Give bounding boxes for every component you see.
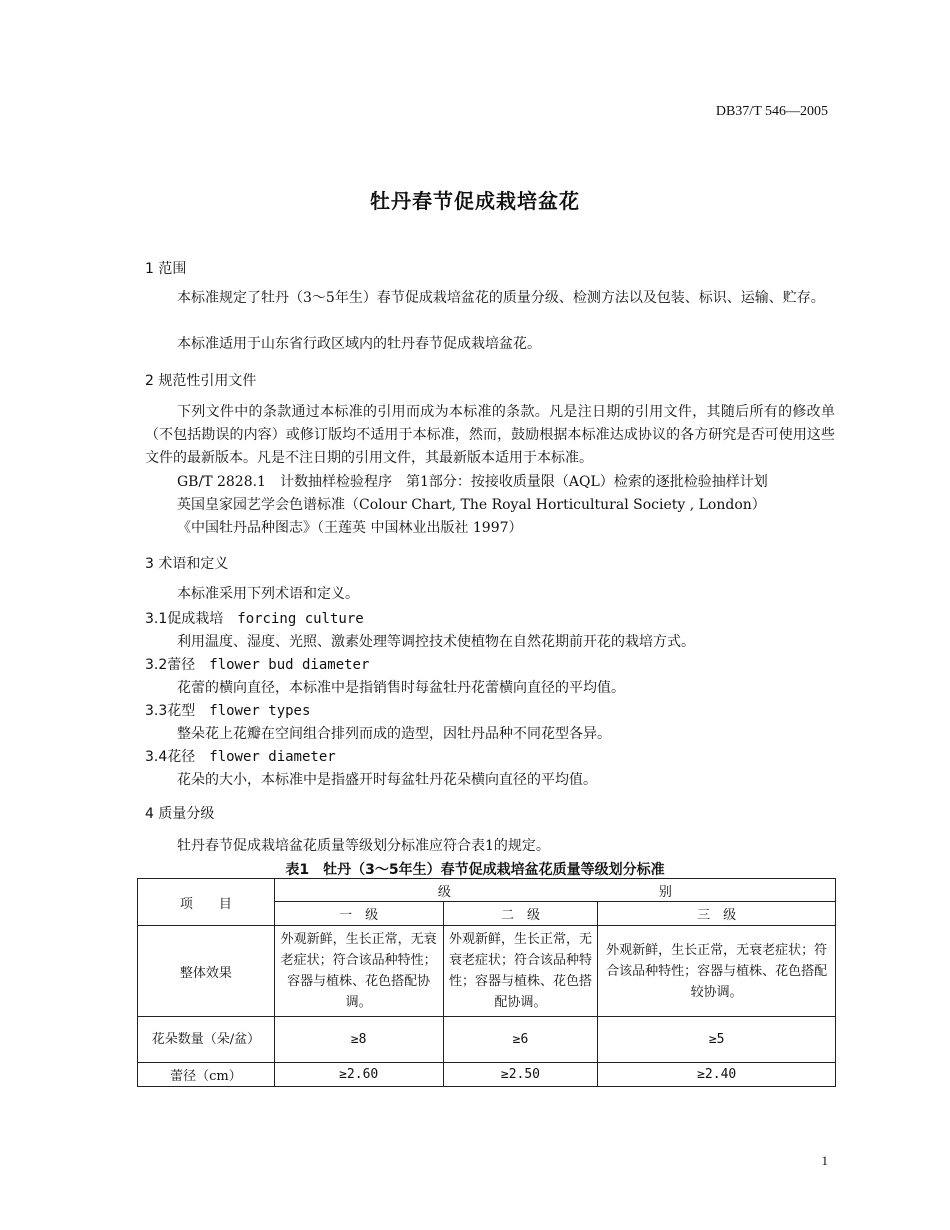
document-title: 牡丹春节促成栽培盆花 xyxy=(370,189,580,213)
term-english: forcing culture xyxy=(237,611,364,627)
term-chinese: 花径 xyxy=(167,749,196,765)
term-3-2-definition: 花蕾的横向直径，本标准中是指销售时每盆牡丹花蕾横向直径的平均值。 xyxy=(177,680,625,696)
table-row xyxy=(138,1063,836,1087)
overall-effect-grade-3: 外观新鲜，生长正常，无衰老症状；符合该品种特性；容器与植株、花色搭配较协调。 xyxy=(598,926,836,1017)
section-4-heading: 4 质量分级 xyxy=(145,806,215,822)
term-number: 3.3 xyxy=(145,703,168,719)
flower-count-grade-2: ≥6 xyxy=(443,1017,598,1063)
table-caption: 表1 牡丹（3～5年生）春节促成栽培盆花质量等级划分标准 xyxy=(285,862,665,878)
term-chinese: 蕾径 xyxy=(167,657,196,673)
term-english: flower bud diameter xyxy=(209,657,370,673)
term-3-3-definition: 整朵花上花瓣在空间组合排列而成的造型，因牡丹品种不同花型各异。 xyxy=(177,726,611,742)
grade-2-header: 二 级 xyxy=(443,902,598,926)
term-3-1-definition: 利用温度、湿度、光照、激素处理等调控技术使植物在自然花期前开花的栽培方式。 xyxy=(177,634,695,650)
quality-grade-table xyxy=(137,878,836,1087)
flower-count-grade-1: ≥8 xyxy=(274,1017,443,1063)
document-code: DB37/T 546—2005 xyxy=(715,104,828,119)
section-1-paragraph-2: 本标准适用于山东省行政区域内的牡丹春节促成栽培盆花。 xyxy=(177,336,541,352)
term-3-3-heading xyxy=(145,700,310,720)
row-label: 蕾径（cm） xyxy=(138,1063,275,1087)
section-4-paragraph: 牡丹春节促成栽培盆花质量等级划分标准应符合表1的规定。 xyxy=(177,838,550,854)
bud-diameter-grade-2: ≥2.50 xyxy=(443,1063,598,1087)
table-header-row xyxy=(138,879,836,902)
overall-effect-grade-1: 外观新鲜，生长正常，无衰老症状；符合该品种特性；容器与植株、花色搭配协调。 xyxy=(274,926,443,1017)
term-english: flower diameter xyxy=(209,749,336,765)
section-3-intro: 本标准采用下列术语和定义。 xyxy=(177,586,359,602)
section-1-heading: 1 范围 xyxy=(145,261,187,277)
term-3-1-heading xyxy=(145,608,364,628)
reference-peony-atlas: 《中国牡丹品种图志》（王莲英 中国林业出版社 1997） xyxy=(177,520,523,536)
term-3-4-heading xyxy=(145,746,336,766)
item-header-cell: 项 目 xyxy=(138,879,275,926)
term-number: 3.2 xyxy=(145,657,168,673)
section-2-paragraph: 下列文件中的条款通过本标准的引用而成为本标准的条款。凡是注日期的引用文件，其随后所有的修改单（不包括勘误的内容）或修订版均不适用于本标准，然而，鼓励根据本标准达成协议的各方研究是否可使用这些文件的最新版本。凡是不注日期的引用文件，其最新版本适用于本标准。 xyxy=(145,404,835,466)
term-3-2-heading xyxy=(145,654,369,674)
page-number: 1 xyxy=(821,1153,828,1168)
row-label: 整体效果 xyxy=(138,926,275,1017)
section-3-heading: 3 术语和定义 xyxy=(145,556,229,572)
term-english: flower types xyxy=(209,703,311,719)
flower-count-grade-3: ≥5 xyxy=(598,1017,836,1063)
section-1-paragraph-1: 本标准规定了牡丹（3～5年生）春节促成栽培盆花的质量分级、检测方法以及包装、标识、运输、贮存。 xyxy=(177,290,825,306)
section-2-heading: 2 规范性引用文件 xyxy=(145,373,257,389)
reference-gbt-2828: GB/T 2828.1 计数抽样检验程序 第1部分：按接收质量限（AQL）检索的逐批检验抽样计划 xyxy=(177,474,768,490)
bud-diameter-grade-1: ≥2.60 xyxy=(274,1063,443,1087)
row-label: 花朵数量（朵/盆） xyxy=(138,1017,275,1063)
grade-1-header: 一 级 xyxy=(274,902,443,926)
table-row xyxy=(138,926,836,1017)
term-number: 3.4 xyxy=(145,749,168,765)
grade-3-header: 三 级 xyxy=(598,902,836,926)
bud-diameter-grade-3: ≥2.40 xyxy=(598,1063,836,1087)
term-chinese: 促成栽培 xyxy=(167,611,224,627)
term-number: 3.1 xyxy=(145,611,168,627)
term-chinese: 花型 xyxy=(167,703,196,719)
term-3-4-definition: 花朵的大小，本标准中是指盛开时每盆牡丹花朵横向直径的平均值。 xyxy=(177,772,597,788)
table-row xyxy=(138,1017,836,1063)
overall-effect-grade-2: 外观新鲜，生长正常，无衰老症状；符合该品种特性；容器与植株、花色搭配协调。 xyxy=(443,926,598,1017)
grade-header-cell: 级 别 xyxy=(274,879,835,902)
reference-rhs-colour-chart: 英国皇家园艺学会色谱标准（Colour Chart, The Royal Horticultural Society , London） xyxy=(177,497,766,513)
